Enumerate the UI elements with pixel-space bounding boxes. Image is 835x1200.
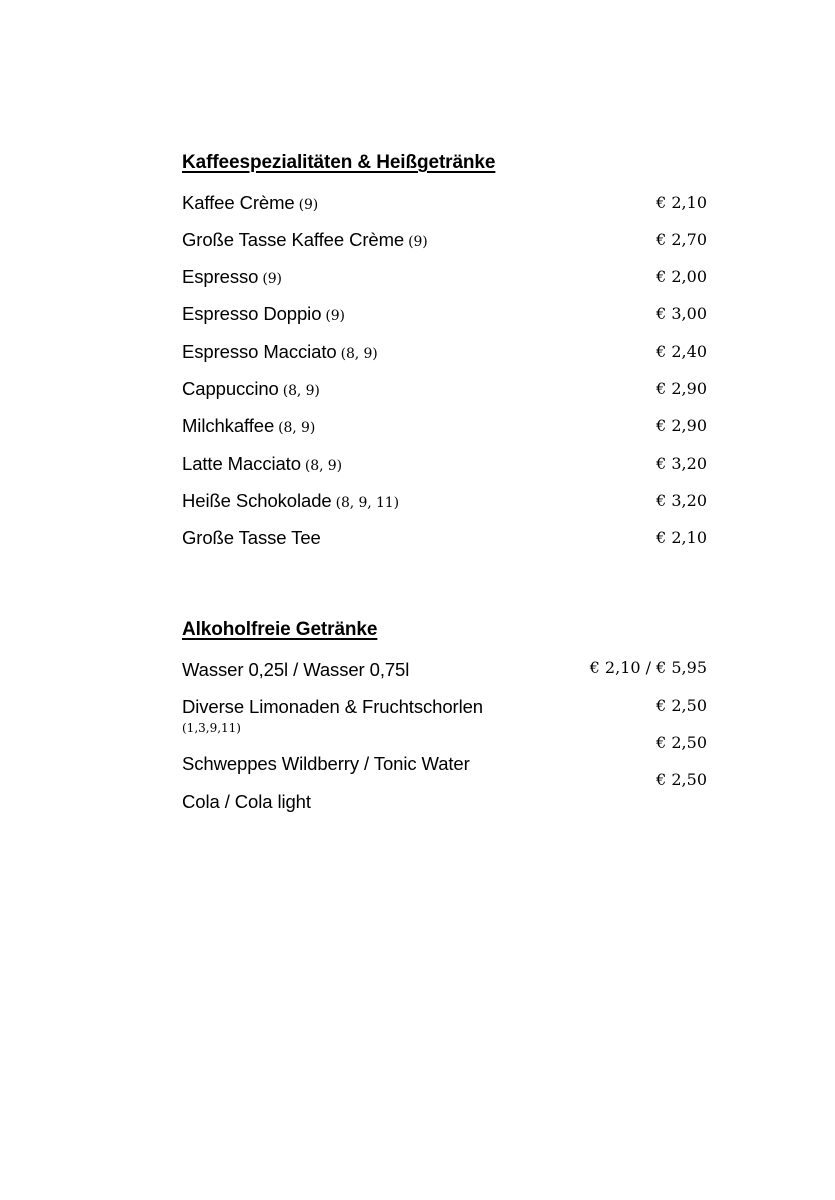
item-allergens: (9) [262, 271, 282, 287]
menu-item-name [182, 753, 470, 775]
item-label: Espresso [182, 266, 259, 287]
menu-item-price: € 2,50 [656, 733, 707, 752]
section-title-hot-drinks: Kaffeespezialitäten & Heißgetränke [182, 152, 496, 173]
menu-item-price: € 3,20 [656, 454, 707, 473]
item-label: Große Tasse Kaffee Crème [182, 229, 405, 250]
menu-item-name [182, 341, 378, 363]
item-label: Cola / Cola light [182, 791, 311, 812]
item-allergens: (8, 9) [282, 383, 320, 399]
menu-item-name [182, 453, 342, 475]
item-label: Milchkaffee [182, 415, 275, 436]
menu-item-price: € 2,00 [656, 267, 707, 286]
menu-item-name [182, 192, 318, 214]
item-allergens: (9) [408, 234, 428, 250]
item-allergens: (9) [325, 308, 345, 324]
menu-item-price: € 2,10 [656, 528, 707, 547]
menu-item-price: € 3,20 [656, 491, 707, 510]
menu-item-price: € 2,70 [656, 230, 707, 249]
menu-item-price: € 2,40 [656, 342, 707, 361]
item-allergens: (9) [298, 197, 319, 213]
item-allergens: (8, 9) [278, 420, 316, 436]
item-allergens: (8, 9) [304, 458, 342, 474]
menu-item-price: € 2,90 [656, 416, 707, 435]
menu-item-price: € 2,50 [656, 770, 707, 789]
menu-item-price: € 2,90 [656, 379, 707, 398]
menu-item-name [182, 659, 409, 681]
item-allergens: (1,3,9,11) [182, 721, 241, 735]
menu-item-name [182, 415, 315, 437]
menu-item-name [182, 490, 399, 512]
item-label: Espresso Macciato [182, 341, 337, 362]
section-title-soft-drinks: Alkoholfreie Getränke [182, 619, 378, 640]
item-label: Große Tasse Tee [182, 527, 321, 548]
menu-item-price: € 2,10 / € 5,95 [589, 658, 707, 677]
item-label: Kaffee Crème [182, 192, 295, 213]
menu-item-price: € 3,00 [656, 304, 707, 323]
menu-item-price: € 2,50 [656, 696, 707, 715]
menu-item-name [182, 266, 282, 288]
item-label: Cappuccino [182, 378, 279, 399]
menu-item-price: € 2,10 [656, 193, 707, 212]
menu-item-name [182, 527, 321, 549]
item-allergens: (8, 9) [340, 346, 378, 362]
menu-item-name [182, 791, 311, 813]
menu-item-name [182, 229, 428, 251]
item-label: Diverse Limonaden & Fruchtschorlen [182, 696, 483, 717]
menu-item-name [182, 696, 483, 718]
item-label: Heiße Schokolade [182, 490, 332, 511]
menu-item-name [182, 303, 345, 325]
item-allergens: (8, 9, 11) [335, 495, 399, 511]
item-label: Wasser 0,25l / Wasser 0,75l [182, 659, 410, 680]
item-label: Schweppes Wildberry / Tonic Water [182, 753, 470, 774]
menu-item-name [182, 378, 320, 400]
item-label: Espresso Doppio [182, 303, 322, 324]
item-label: Latte Macciato [182, 453, 301, 474]
